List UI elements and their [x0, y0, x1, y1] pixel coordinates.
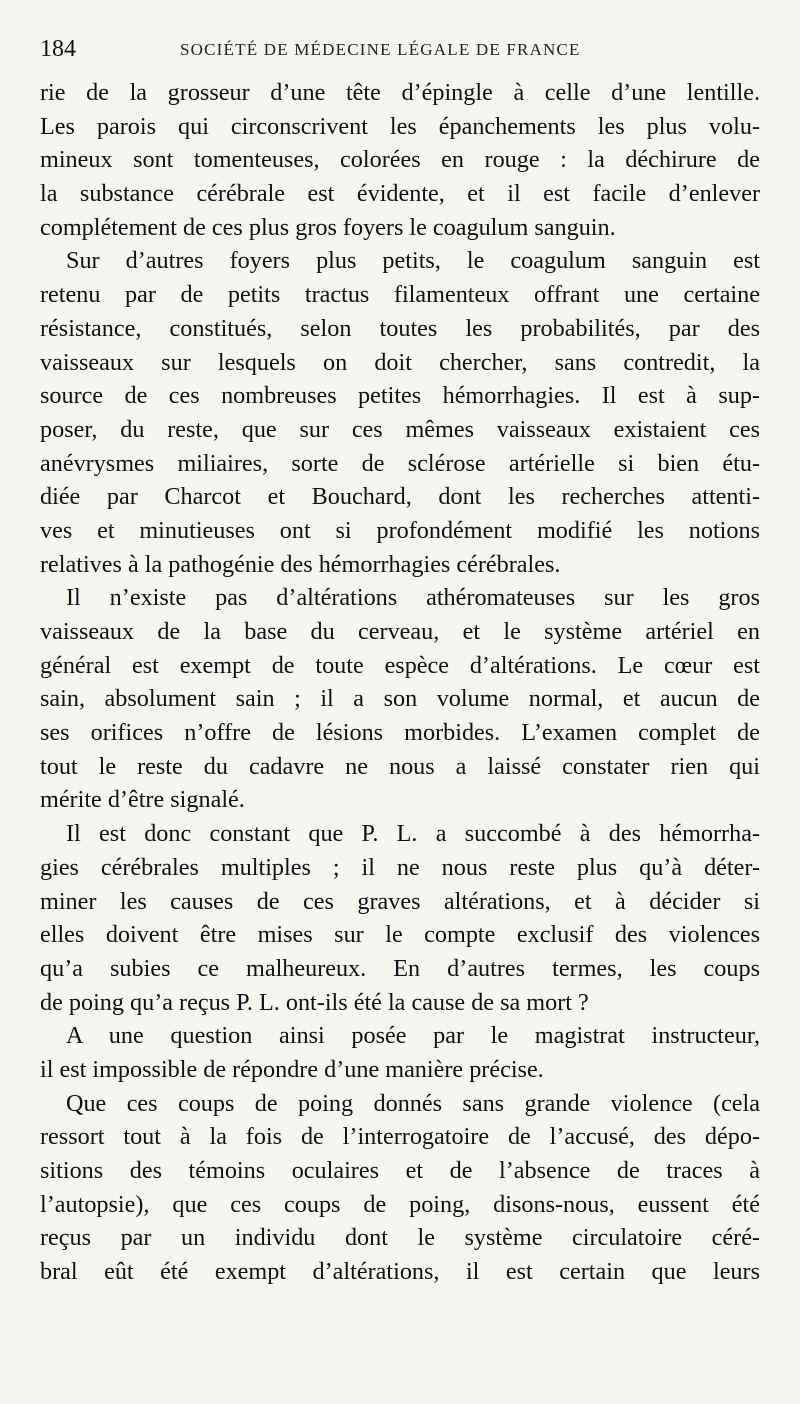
text-line: sitions des témoins oculaires et de l’absence de traces à — [40, 1157, 760, 1184]
text-line: retenu par de petits tractus filamenteux offrant une certaine — [40, 281, 760, 309]
text-line: sain, absolument sain ; il a son volume normal, et aucun de — [40, 685, 760, 713]
text-line: résistance, constitués, selon toutes les probabilités, par des — [40, 314, 760, 342]
text-line: mineux sont tomenteuses, colorées en rouge : la déchirure de — [40, 146, 760, 174]
text-line: diée par Charcot et Bouchard, dont les recherches attenti- — [40, 483, 760, 511]
text-line: mérite d’être signalé. — [40, 786, 245, 814]
page-number: 184 — [40, 36, 76, 62]
text-line: Sur d’autres foyers plus petits, le coagulum sanguin est — [66, 247, 760, 275]
text-line: tout le reste du cadavre ne nous a laissé constater rien qui — [40, 752, 760, 780]
text-line: rie de la grosseur d’une tête d’épingle à celle d’une lentille. — [40, 79, 760, 106]
text-line: ressort tout à la fois de l’interrogatoire de l’accusé, des dépo- — [40, 1123, 760, 1151]
text-line: relatives à la pathogénie des hémorrhagies cérébrales. — [40, 550, 561, 578]
text-line: Il n’existe pas d’altérations athéromateuses sur les gros — [66, 584, 760, 612]
text-line: l’autopsie), que ces coups de poing, disons-nous, eussent été — [40, 1190, 760, 1218]
text-line: vaisseaux de la base du cerveau, et le système artériel en — [40, 618, 760, 645]
text-line: elles doivent être mises sur le compte exclusif des violences — [40, 921, 760, 949]
text-line: de poing qu’a reçus P. L. ont-ils été la cause de sa mort ? — [40, 988, 589, 1016]
text-line: vaisseaux sur lesquels on doit chercher, sans contredit, la — [40, 348, 760, 376]
text-line: Les parois qui circonscrivent les épanchements les plus volu- — [40, 112, 760, 140]
text-line: miner les causes de ces graves altérations, et à décider si — [40, 887, 760, 915]
text-line: la substance cérébrale est évidente, et il est facile d’enlever — [40, 180, 760, 208]
text-line: ses orifices n’offre de lésions morbides. L’examen complet de — [40, 719, 760, 747]
text-line: anévrysmes miliaires, sorte de sclérose artérielle si bien étu- — [40, 449, 760, 477]
body-text — [40, 76, 760, 1289]
text-line: complétement de ces plus gros foyers le coagulum sanguin. — [40, 213, 616, 241]
text-line: source de ces nombreuses petites hémorrhagies. Il est à sup- — [40, 382, 760, 410]
text-line: reçus par un individu dont le système circulatoire céré- — [40, 1224, 760, 1252]
text-line: Que ces coups de poing donnés sans grande violence (cela — [66, 1089, 760, 1117]
text-line: Il est donc constant que P. L. a succombé à des hémorrha- — [66, 820, 760, 848]
running-head: SOCIÉTÉ DE MÉDECINE LÉGALE DE FRANCE — [180, 40, 581, 59]
page-header — [40, 36, 760, 66]
text-line: général est exempt de toute espèce d’altérations. Le cœur est — [40, 651, 760, 679]
text-line: gies cérébrales multiples ; il ne nous reste plus qu’à déter- — [40, 853, 760, 881]
text-line: poser, du reste, que sur ces mêmes vaisseaux existaient ces — [40, 415, 760, 443]
text-line: bral eût été exempt d’altérations, il est certain que leurs — [40, 1258, 760, 1286]
text-line: qu’a subies ce malheureux. En d’autres termes, les coups — [40, 954, 760, 982]
text-line: ves et minutieuses ont si profondément modifié les notions — [40, 516, 760, 544]
text-line: il est impossible de répondre d’une manière précise. — [40, 1055, 544, 1083]
text-line: A une question ainsi posée par le magistrat instructeur, — [66, 1022, 760, 1050]
